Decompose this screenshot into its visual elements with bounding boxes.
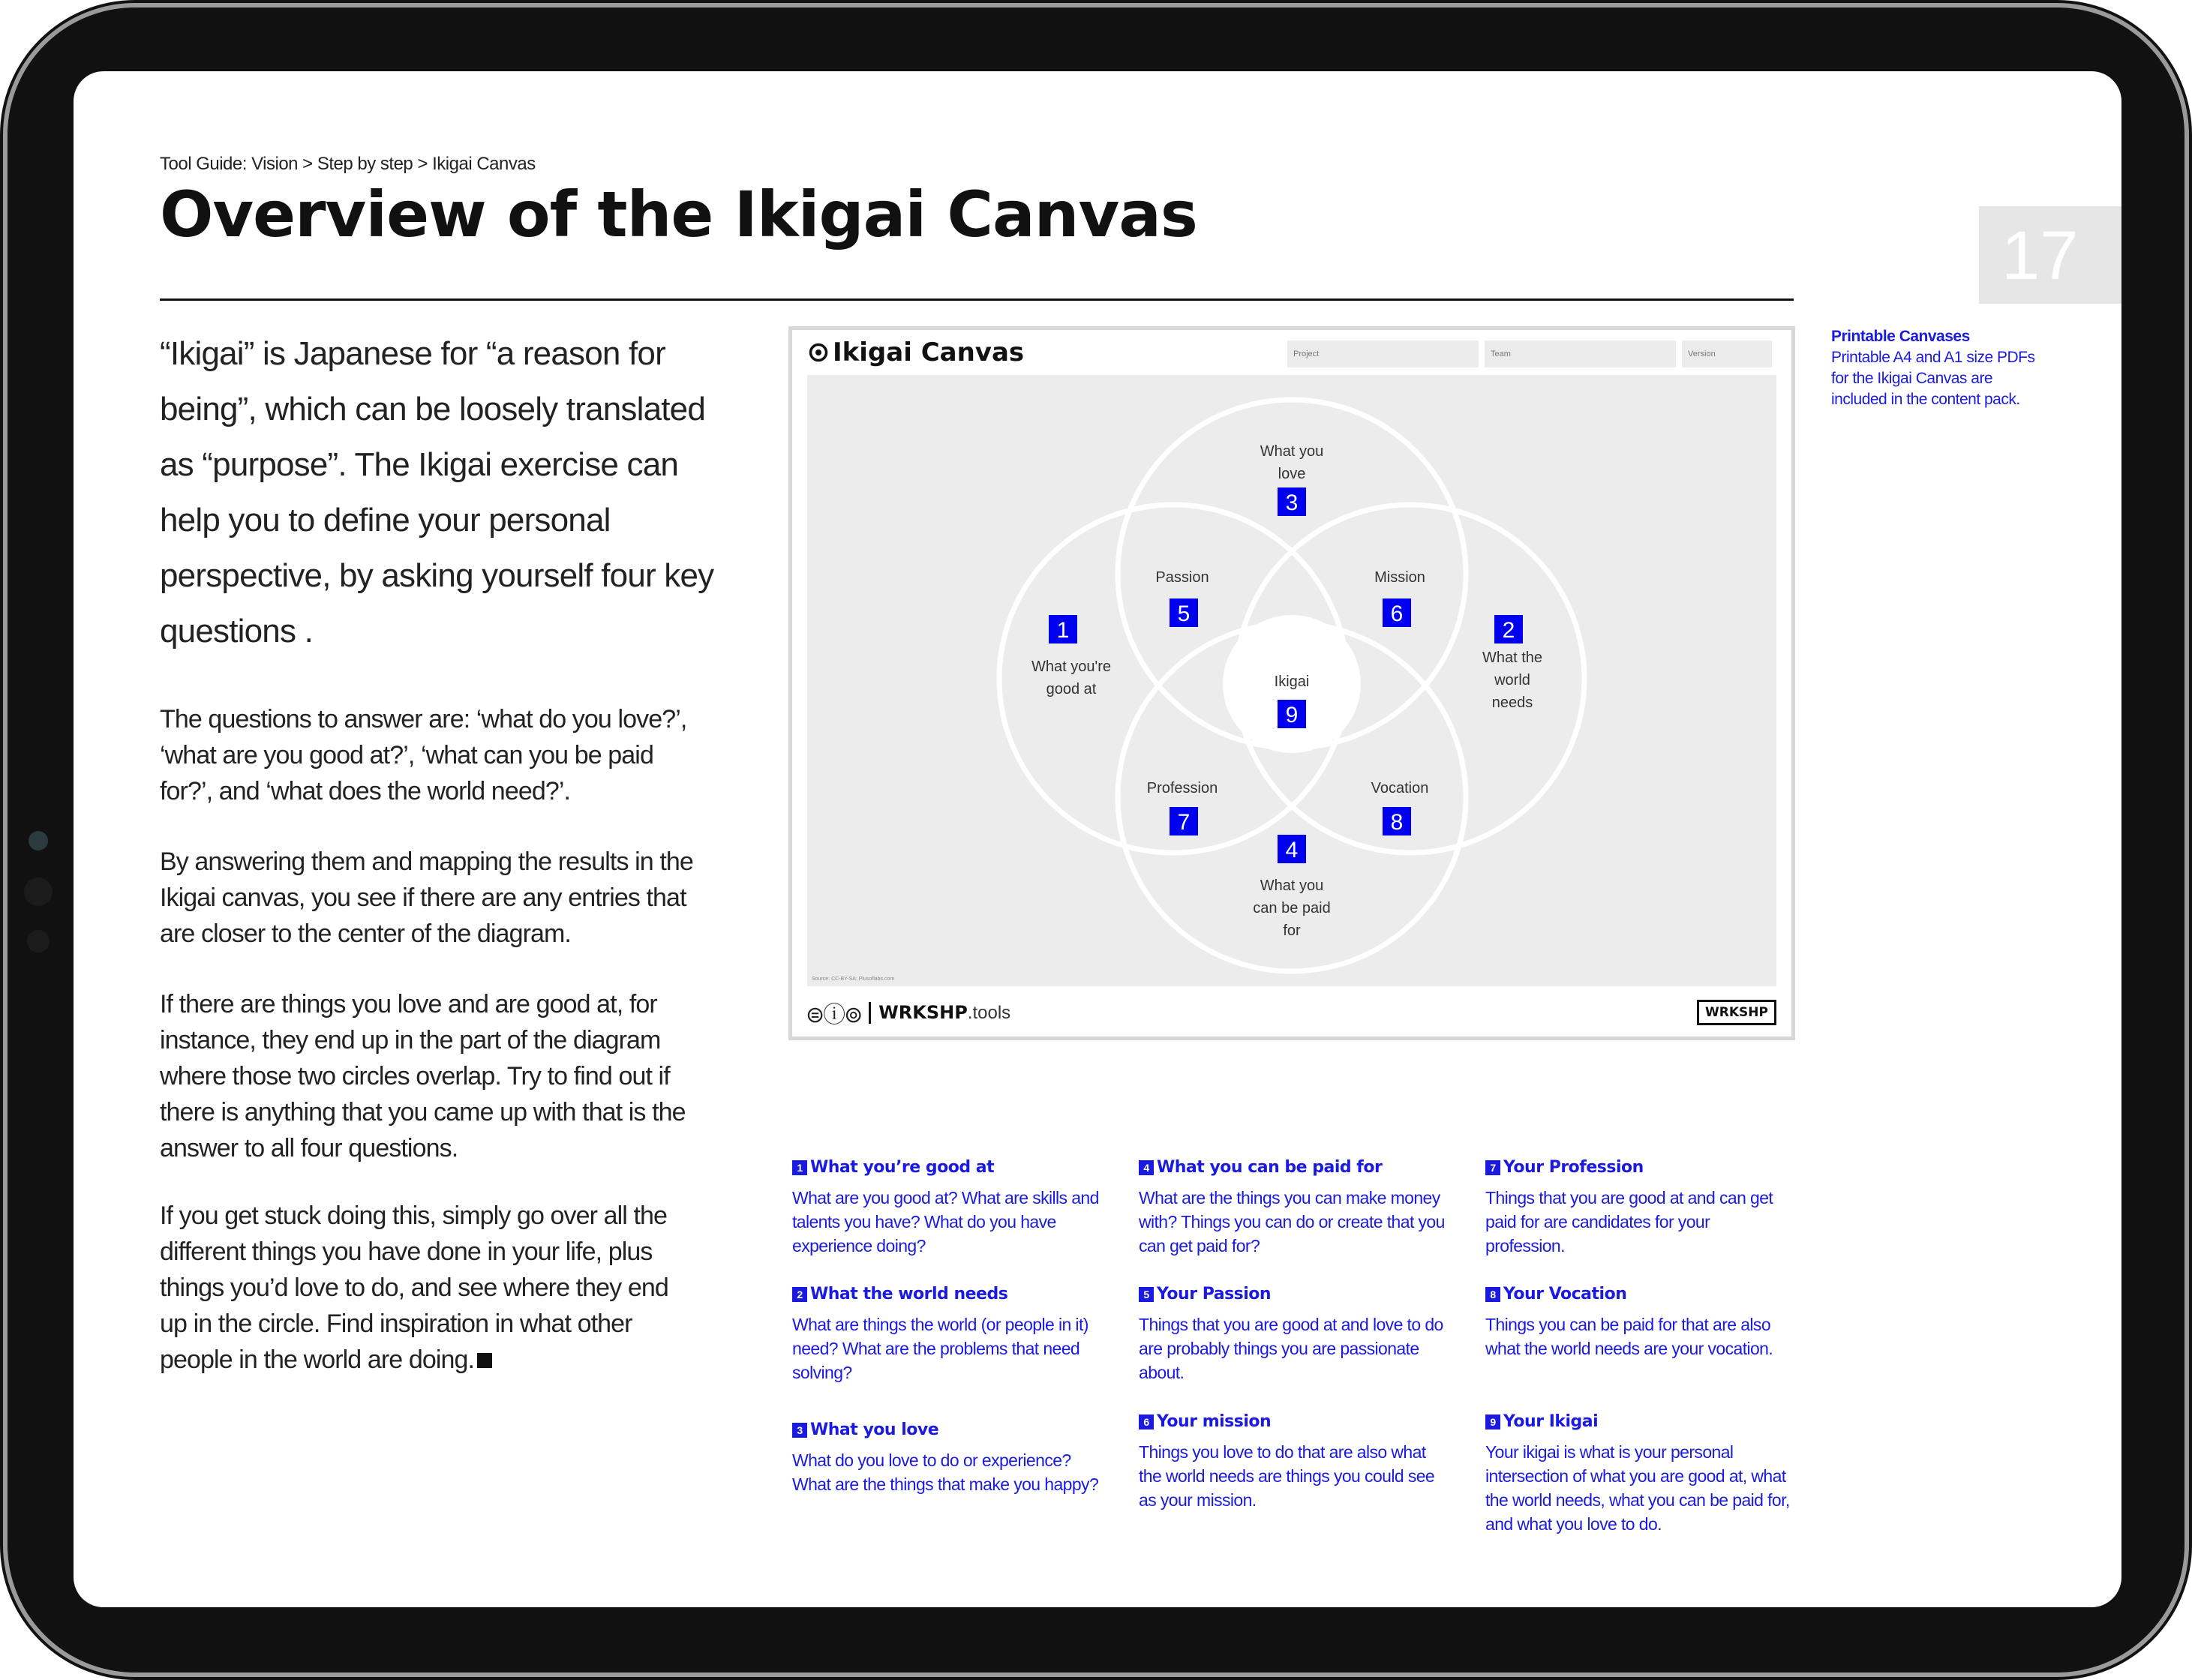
question-title: Your Passion — [1157, 1285, 1272, 1304]
badge-1-number: 1 — [1056, 618, 1070, 643]
question-number: 4 — [1139, 1160, 1154, 1175]
question-item — [1139, 1284, 1446, 1384]
question-title: What you love — [810, 1420, 939, 1439]
target-icon — [809, 343, 828, 362]
badge-2-number: 2 — [1502, 618, 1515, 643]
question-title: Your mission — [1157, 1412, 1272, 1431]
side-note — [1831, 326, 2049, 410]
paragraph-text: If you get stuck doing this, simply go over all the different things you have done in your life, plus things you’d love to do, and see where they end up in the circle. Find inspiration in what other people in the world are doing. — [160, 1202, 668, 1374]
question-body: What do you love to do or experience? What are the things that make you happy? — [792, 1450, 1099, 1494]
body-paragraph — [160, 1198, 700, 1378]
question-item — [1485, 1284, 1793, 1360]
label-good: What you're good at — [1031, 658, 1112, 698]
screen — [74, 71, 2121, 1607]
question-item — [1139, 1412, 1446, 1512]
label-love: What you love — [1260, 443, 1324, 482]
badge-7-number: 7 — [1177, 810, 1191, 835]
label-paid: What you can be paid for — [1253, 878, 1331, 939]
question-item — [1485, 1157, 1793, 1258]
page-number: 17 — [2001, 218, 2079, 294]
label-vocation: Vocation — [1371, 780, 1429, 796]
badge-6-number: 6 — [1390, 602, 1404, 626]
question-body: Things that you are good at and can get paid for are candidates for your profession. — [1485, 1188, 1773, 1256]
body-paragraph: By answering them and mapping the results in the Ikigai canvas, you see if there are any entries that are closer to the center of the diagram. — [160, 848, 693, 948]
body-paragraph: If there are things you love and are good at, for instance, they end up in the part of the diagram where those two circles overlap. Try to find out if there is anything that you came up with that is the answer to all four questions. — [160, 990, 686, 1162]
question-item — [792, 1420, 1100, 1496]
question-number: 2 — [792, 1287, 807, 1302]
badge-5-number: 5 — [1177, 602, 1191, 626]
question-number: 7 — [1485, 1160, 1500, 1175]
body-paragraph: The questions to answer are: ‘what do you love?’, ‘what are you good at?’, ‘what can you be paid for?’, and ‘what does the world need?’. — [160, 705, 687, 806]
question-body: Things you love to do that are also what the world needs are things you could see as your mission. — [1139, 1442, 1435, 1510]
page-number-badge — [1979, 206, 2121, 304]
question-body: Your ikigai is what is your personal intersection of what you are good at, what the world needs, what you can be paid for, and what you love to do. — [1485, 1442, 1790, 1534]
ikigai-venn-diagram — [807, 375, 1776, 986]
ikigai-canvas-figure — [788, 326, 1795, 1040]
question-number: 3 — [792, 1423, 807, 1438]
version-field[interactable]: Version — [1682, 340, 1772, 368]
question-title: What you’re good at — [810, 1158, 995, 1177]
question-item — [792, 1157, 1100, 1258]
badge-4-number: 4 — [1285, 838, 1299, 862]
question-title: Your Vocation — [1503, 1285, 1627, 1304]
canvas-title-text: Ikigai Canvas — [833, 338, 1025, 368]
question-body: What are the things you can make money with? Things you can do or create that you can get paid for? — [1139, 1188, 1445, 1256]
breadcrumb: Tool Guide: Vision > Step by step > Ikigai Canvas — [160, 154, 536, 174]
canvas-footer — [806, 994, 1781, 1031]
brand-name: WRKSHP — [878, 1001, 968, 1023]
label-ikigai: Ikigai — [1274, 674, 1310, 690]
document-page — [74, 71, 2121, 1607]
badge-3-number: 3 — [1285, 490, 1299, 515]
badge-9-number: 9 — [1285, 703, 1299, 728]
canvas-credit: Source: CC-BY-SA: Plusoflabs.com — [812, 976, 895, 982]
label-profession: Profession — [1146, 780, 1218, 796]
project-field[interactable]: Project — [1287, 340, 1479, 368]
question-number: 9 — [1485, 1414, 1500, 1430]
canvas-title — [809, 338, 1024, 368]
badge-8-number: 8 — [1390, 810, 1404, 835]
camera-lens — [29, 831, 48, 850]
team-field[interactable]: Team — [1485, 340, 1676, 368]
lead-paragraph: “Ikigai” is Japanese for “a reason for being”, which can be loosely translated as “purpose”. The Ikigai exercise can help you to define your personal perspective, by asking yourself four key questions . — [160, 335, 714, 650]
canvas-area — [807, 375, 1776, 986]
question-item — [1139, 1157, 1446, 1258]
label-mission: Mission — [1374, 569, 1425, 586]
question-number: 5 — [1139, 1287, 1154, 1302]
label-world: What the world needs — [1482, 650, 1543, 711]
side-note-title: Printable Canvases — [1831, 328, 1970, 345]
title-divider — [160, 298, 1794, 301]
sensor — [27, 930, 50, 952]
question-title: What you can be paid for — [1157, 1158, 1383, 1177]
question-number: 8 — [1485, 1287, 1500, 1302]
question-item — [1485, 1412, 1793, 1536]
creative-commons-icon: ⊜ⓘ⊚ — [806, 1003, 862, 1028]
wrkshp-logo: WRKSHP — [1697, 1000, 1776, 1025]
question-number: 6 — [1139, 1414, 1154, 1430]
side-note-text: Printable A4 and A1 size PDFs for the Ikigai Canvas are included in the content pack. — [1831, 349, 2035, 408]
label-passion: Passion — [1155, 569, 1209, 586]
footer-brand — [869, 1002, 1010, 1024]
question-title: Your Profession — [1503, 1158, 1644, 1177]
question-item — [792, 1284, 1100, 1384]
question-body: What are you good at? What are skills and talents you have? What do you have experience doing? — [792, 1188, 1099, 1256]
question-body: Things you can be paid for that are also what the world needs are your vocation. — [1485, 1315, 1773, 1358]
brand-suffix: .tools — [967, 1002, 1011, 1023]
sensor — [24, 878, 53, 906]
end-mark — [477, 1353, 492, 1368]
question-body: Things that you are good at and love to do are probably things you are passionate about. — [1139, 1315, 1443, 1382]
question-title: Your Ikigai — [1503, 1412, 1599, 1431]
question-body: What are things the world (or people in it) need? What are the problems that need solving? — [792, 1315, 1088, 1382]
question-title: What the world needs — [810, 1285, 1008, 1304]
page-title: Overview of the Ikigai Canvas — [160, 178, 1197, 251]
question-number: 1 — [792, 1160, 807, 1175]
